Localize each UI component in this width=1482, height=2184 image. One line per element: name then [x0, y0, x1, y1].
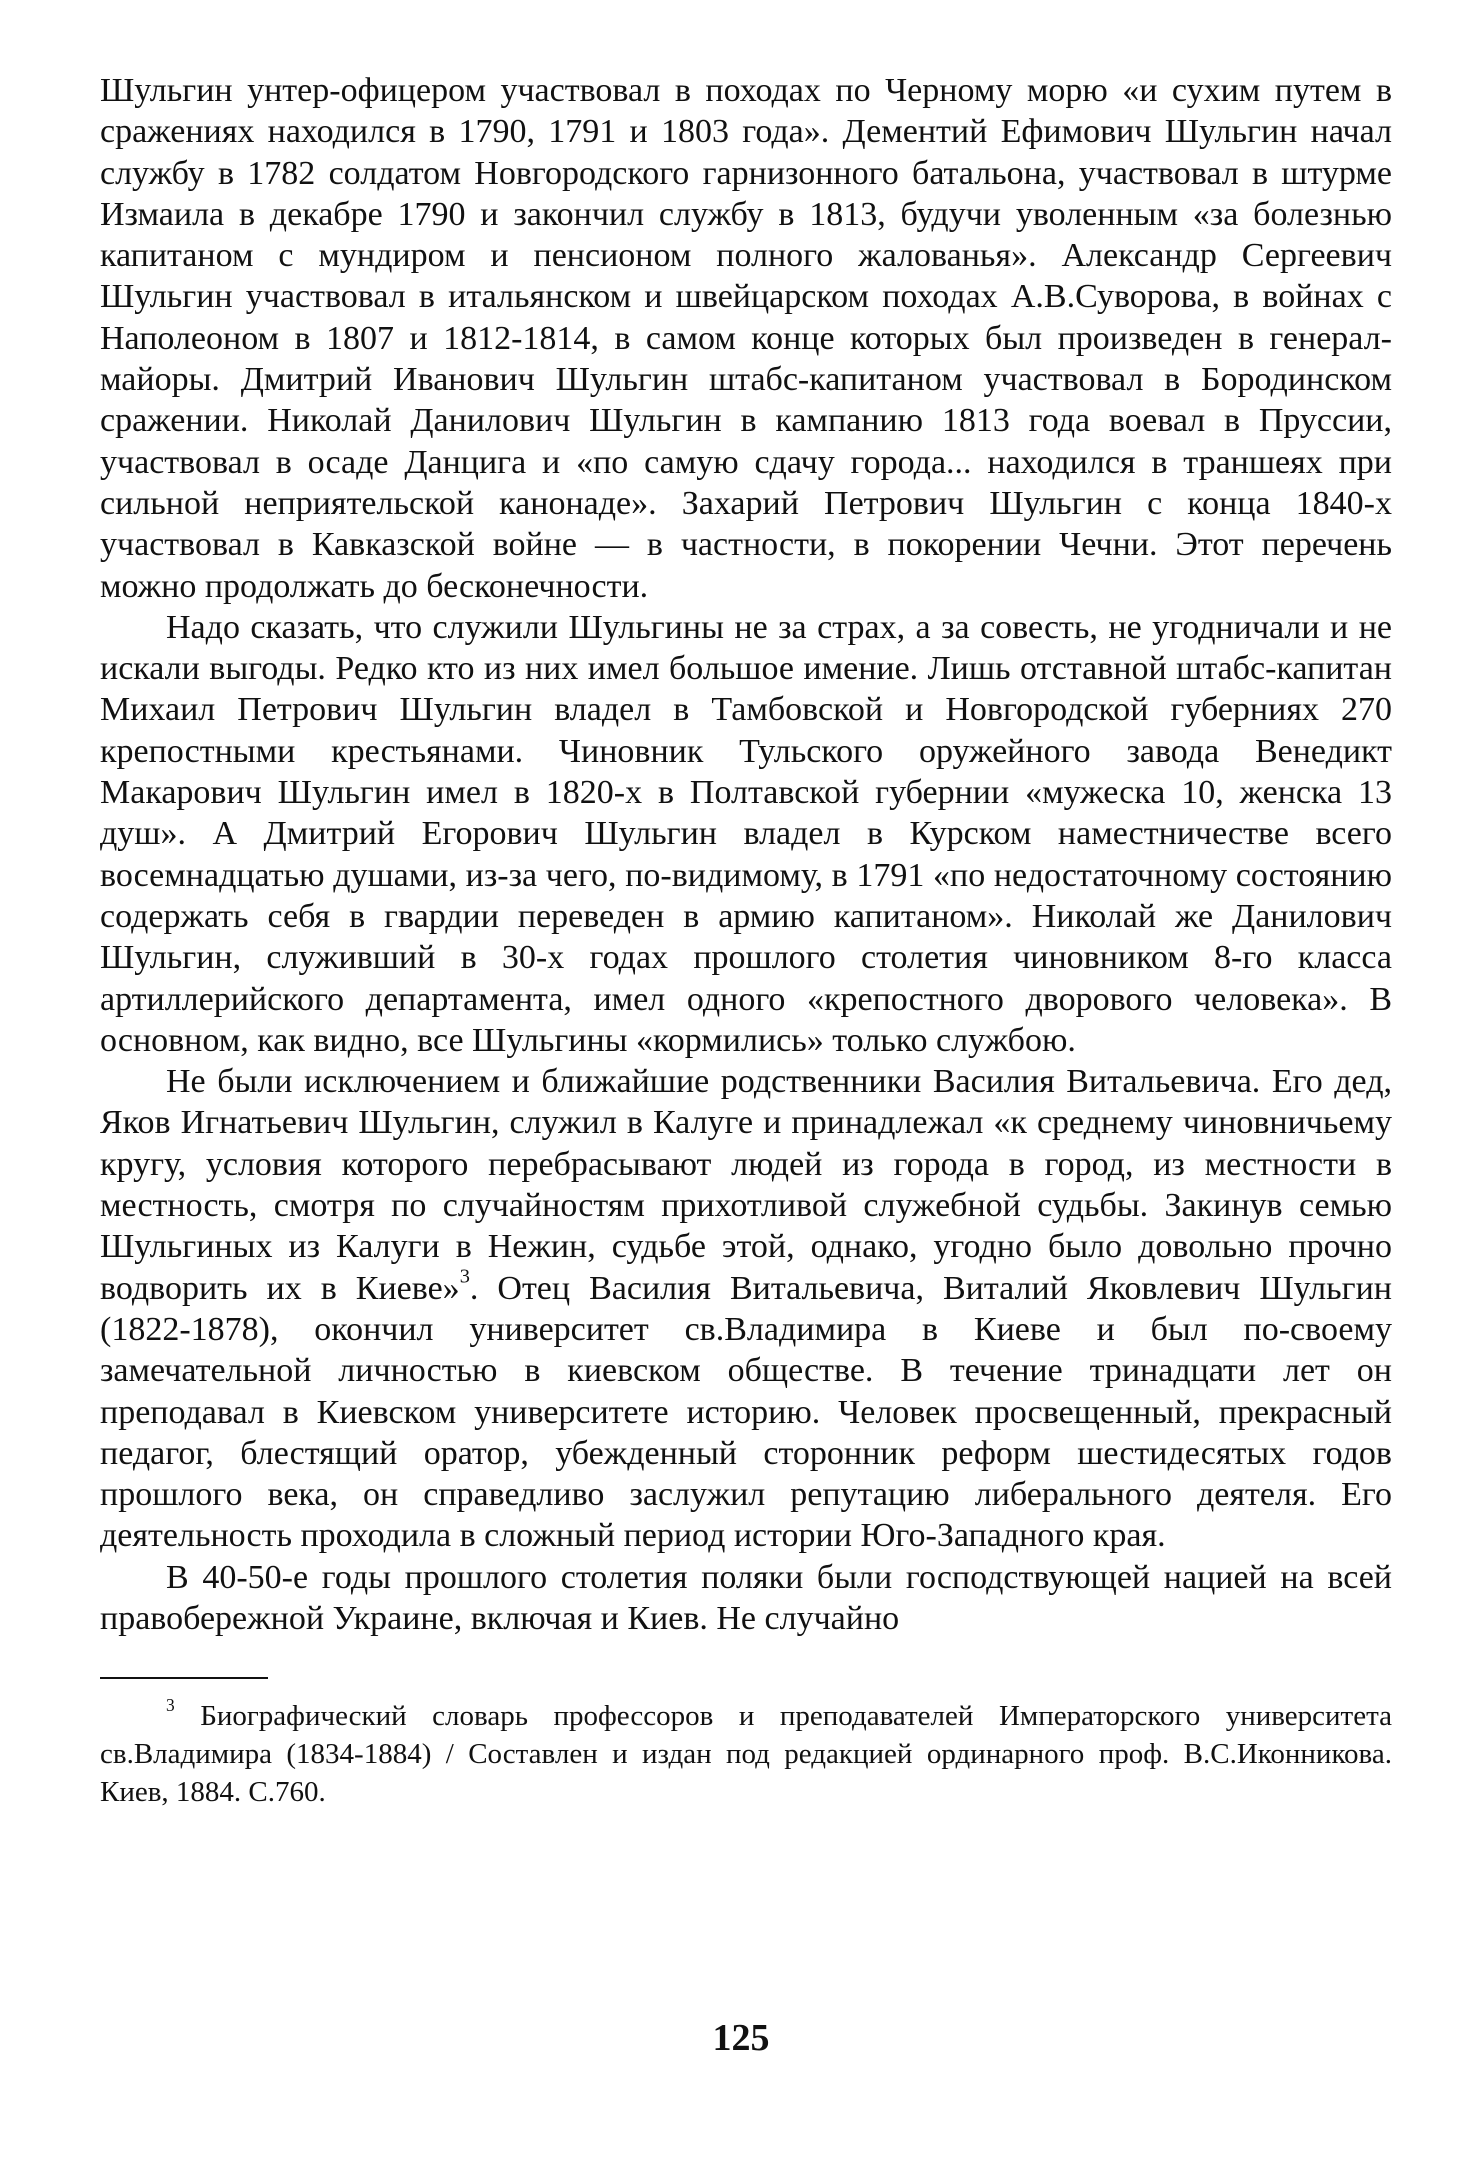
page-number: 125 [712, 2017, 770, 2059]
footnote-reference[interactable]: 3 [459, 1265, 470, 1288]
paragraph-1: Шульгин унтер-офицером участвовал в походах по Черному морю «и сухим путем в сражениях находился в 1790, 1791 и 1803 года». Дементий Ефимович Шульгин начал службу в 1782 солдатом Новгородского гарнизонного батальона, участвовал в штурме Измаила в декабре 1790 и закончил службу в 1813, будучи уволенным «за болезнью капитаном с мундиром и пенсионом полного жалованья». Александр Сергеевич Шульгин участвовал в итальянском и швейцарском походах А.В.Суворова, в войнах с Наполеоном в 1807 и 1812-1814, в самом конце которых был произведен в генерал-майоры. Дмитрий Иванович Шульгин штабс-капитаном участвовал в Бородинском сражении. Николай Данилович Шульгин в кампанию 1813 года воевал в Пруссии, участвовал в осаде Данцига и «по самую сдачу города... находился в траншеях при сильной неприятельской канонаде». Захарий Петрович Шульгин с конца 1840-х участвовал в Кавказской войне — в частности, в покорении Чечни. Этот перечень можно продолжать до бесконечности. [100, 72, 1392, 605]
footnote-marker: 3 [166, 1695, 175, 1716]
paragraph-3-text-a: Не были исключением и ближайшие родственники Василия Витальевича. Его дед, Яков Игнатьевич Шульгин, служил в Калуге и принадлежал «к среднему чиновничьему кругу, условия которого перебрасывают людей из города в город, из местности в местность, смотря по случайностям прихотливой служебной судьбы. Закинув семью Шульгиных из Калуги в Нежин, судьбе этой, однако, угодно было довольно прочно водворить их в Киеве» [100, 1063, 1392, 1307]
paragraph-4: В 40-50-е годы прошлого столетия поляки были господствующей нацией на всей правобережной Украине, включая и Киев. Не случайно [100, 1558, 1392, 1637]
paragraph-3-text-b: . Отец Василия Витальевича, Виталий Яковлевич Шульгин (1822-1878), окончил университет св.Владимира в Киеве и был по-своему замечательной личностью в киевском обществе. В течение тринадцати лет он преподавал в Киевском университете историю. Человек просвещенный, прекрасный педагог, блестящий оратор, убежденный сторонник реформ шестидесятых годов прошлого века, он справедливо заслужил репутацию либерального деятеля. Его деятельность проходила в сложный период истории Юго-Западного края. [100, 1269, 1392, 1555]
paragraph-3 [100, 1061, 1392, 1557]
footnote-3 [100, 1697, 1392, 1811]
page-body [100, 70, 1392, 1811]
paragraph-2: Надо сказать, что служили Шульгины не за страх, а за совесть, не угодничали и не искали выгоды. Редко кто из них имел большое имение. Лишь отставной штабс-капитан Михаил Петрович Шульгин владел в Тамбовской и Новгородской губерниях 270 крепостными крестьянами. Чиновник Тульского оружейного завода Венедикт Макарович Шульгин имел в 1820-х в Полтавской губернии «мужеска 10, женска 13 душ». А Дмитрий Егорович Шульгин владел в Курском наместничестве всего восемнадцатью душами, из-за чего, по-видимому, в 1791 «по недостаточному состоянию содержать себя в гвардии переведен в армию капитаном». Николай же Данилович Шульгин, служивший в 30-х годах прошлого столетия чиновником 8-го класса артиллерийского департамента, имел одного «крепостного дворового человека». В основном, как видно, все Шульгины «кормились» только службою. [100, 608, 1392, 1059]
footnote-separator [100, 1677, 268, 1679]
footnote-text: Биографический словарь профессоров и преподавателей Императорского университета св.Владимира (1834-1884) / Составлен и издан под редакцией ординарного проф. В.С.Иконникова. Киев, 1884. С.760. [100, 1700, 1392, 1809]
